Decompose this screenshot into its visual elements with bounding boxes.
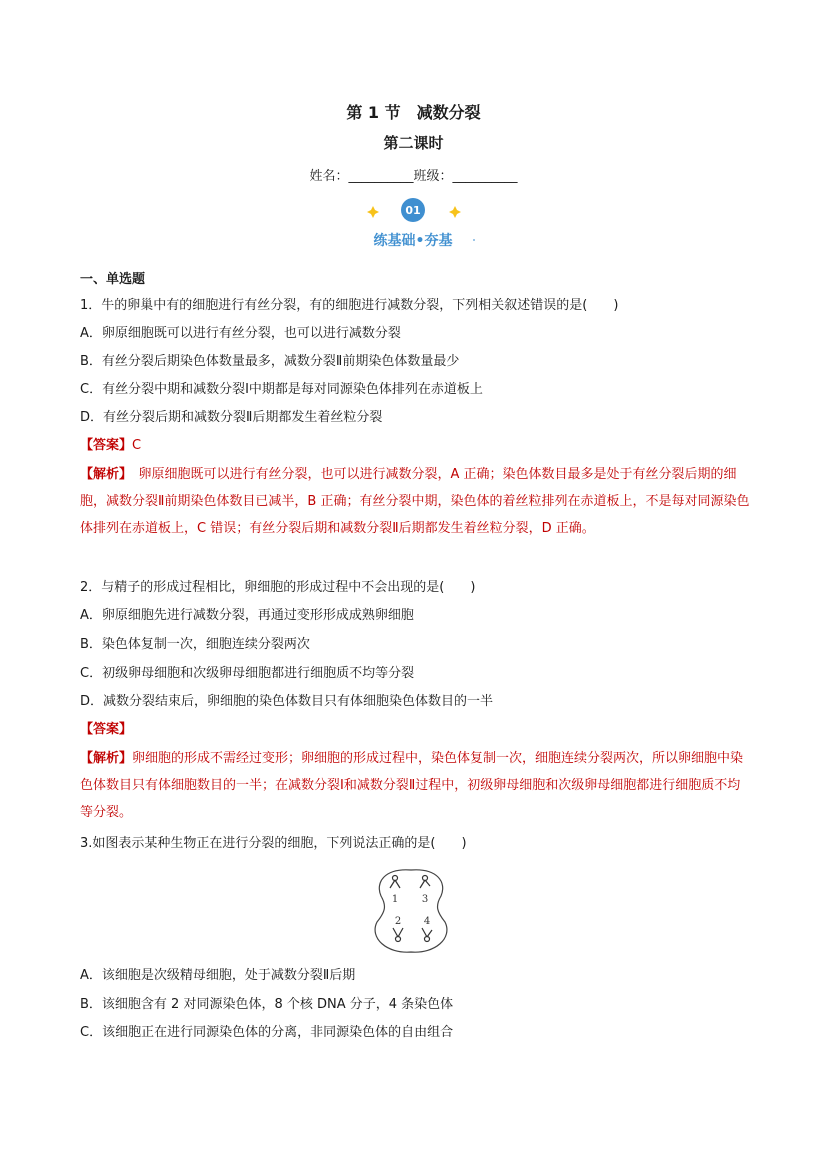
cell-outline	[375, 870, 447, 952]
question-1-option-c: C．有丝分裂中期和减数分裂Ⅰ中期都是每对同源染色体排列在赤道板上	[80, 382, 483, 397]
explanation-label: 【解析】	[80, 751, 133, 766]
question-2-stem: 2．与精子的形成过程相比，卵细胞的形成过程中不会出现的是( )	[80, 580, 476, 595]
explanation-text: 卵细胞的形成不需经过变形；卵细胞的形成过程中，染色体复制一次，细胞连续分裂两次，所以卵细胞中染色体数目只有体细胞数目的一半；在减数分裂Ⅰ和减数分裂Ⅱ过程中，初级卵母细胞和次级卵母细胞都进行细胞质不均等分裂。	[80, 751, 744, 820]
question-3-option-a: A．该细胞是次级精母细胞，处于减数分裂Ⅱ后期	[80, 968, 356, 983]
badge-text: 练基础•夯基	[373, 233, 453, 249]
chromosome-4	[422, 928, 432, 942]
star-left-icon	[367, 206, 379, 218]
answer-label: 【答案】	[80, 722, 133, 737]
question-3-option-c: C．该细胞正在进行同源染色体的分离，非同源染色体的自由组合	[80, 1025, 454, 1040]
question-2-option-b: B．染色体复制一次，细胞连续分裂两次	[80, 637, 310, 652]
question-1-answer	[80, 436, 760, 456]
figure-label-1: 1	[391, 894, 399, 905]
answer-value: C	[132, 438, 142, 453]
badge-number: 01	[405, 204, 421, 217]
question-2-explanation	[80, 745, 752, 826]
explanation-text: 卵原细胞既可以进行有丝分裂，也可以进行减数分裂，A 正确；染色体数目最多是处于有丝分裂后期的细胞，减数分裂Ⅱ前期染色体数目已减半，B 正确；有丝分裂中期，染色体的着丝粒排列在赤道板上，不是每对同源染色体排列在赤道板上，C 错误；有丝分裂后期和减数分裂Ⅱ后期都发生着丝粒分裂，D 正确。	[80, 467, 750, 536]
question-3-option-b: B．该细胞含有 2 对同源染色体，8 个核 DNA 分子，4 条染色体	[80, 997, 454, 1012]
star-right-icon	[449, 206, 461, 218]
explanation-label: 【解析】	[80, 467, 126, 482]
question-2-answer	[80, 720, 760, 740]
question-3-stem: 3.如图表示某种生物正在进行分裂的细胞，下列说法正确的是( )	[80, 836, 467, 851]
question-2-option-c: C．初级卵母细胞和次级卵母细胞都进行细胞质不均等分裂	[80, 666, 415, 681]
question-2-option-d: D．减数分裂结束后，卵细胞的染色体数目只有体细胞染色体数目的一半	[80, 694, 494, 709]
question-1-option-a: A．卵原细胞既可以进行有丝分裂，也可以进行减数分裂	[80, 326, 401, 341]
question-1-option-d: D．有丝分裂后期和减数分裂Ⅱ后期都发生着丝粒分裂	[80, 410, 383, 425]
figure-label-4: 4	[423, 916, 431, 927]
question-1-option-b: B．有丝分裂后期染色体数量最多，减数分裂Ⅱ前期染色体数量最少	[80, 354, 460, 369]
question-2-option-a: A．卵原细胞先进行减数分裂，再通过变形形成成熟卵细胞	[80, 608, 414, 623]
question-1-stem: 1．牛的卵巢中有的细胞进行有丝分裂，有的细胞进行减数分裂，下列相关叙述错误的是( )	[80, 298, 619, 313]
section-badge	[355, 196, 475, 252]
page-title: 第 1 节 减数分裂	[346, 103, 481, 122]
name-class-line: 姓名：__________班级：__________	[309, 169, 518, 184]
chromosome-1	[390, 876, 400, 889]
chromosome-3	[420, 876, 430, 889]
figure-label-3: 3	[421, 894, 429, 905]
cell-division-figure	[365, 862, 457, 958]
answer-label: 【答案】	[80, 438, 133, 453]
section-title: 一、单选题	[80, 272, 146, 287]
question-1-explanation	[80, 461, 752, 542]
figure-label-2: 2	[394, 916, 402, 927]
page-subtitle: 第二课时	[383, 134, 444, 152]
chromosome-2	[393, 928, 403, 942]
